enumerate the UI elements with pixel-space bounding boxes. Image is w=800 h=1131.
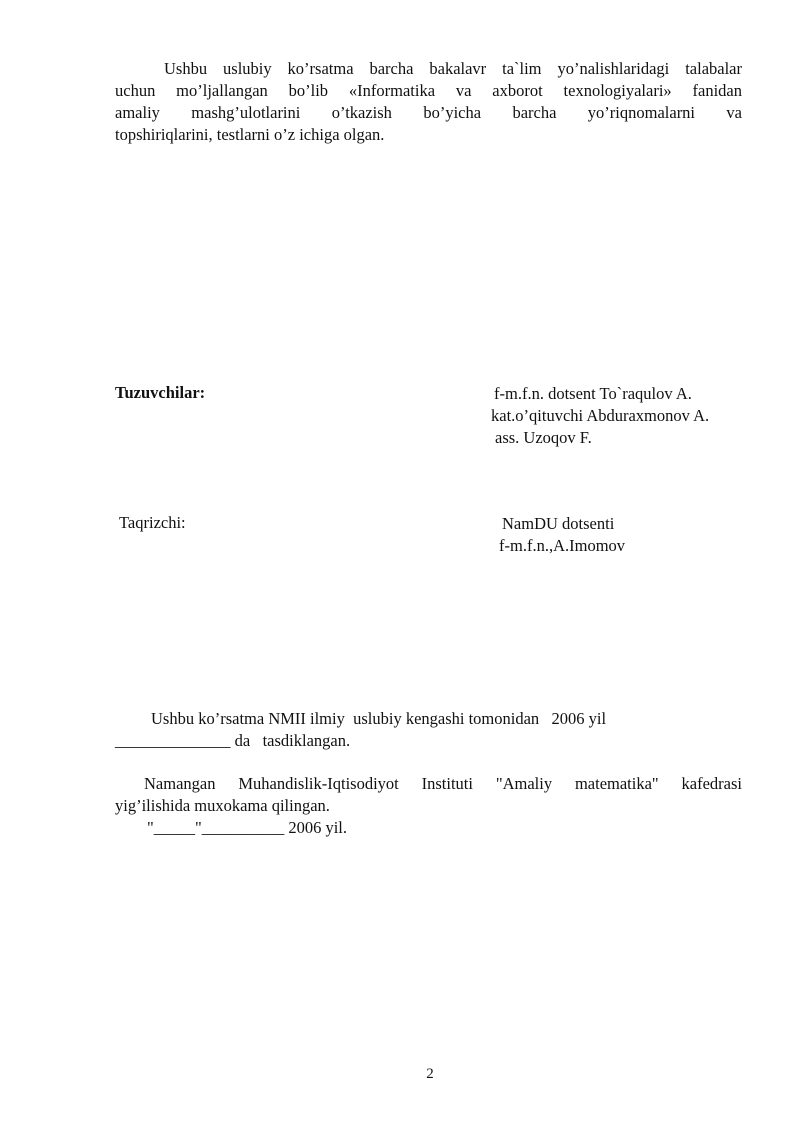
page-number: 2 — [426, 1066, 434, 1082]
department-line-1: Namangan Muhandislik-Iqtisodiyot Instituti "Amaliy matematika" kafedrasi — [144, 774, 742, 793]
compiler-name-3: ass. Uzoqov F. — [495, 428, 592, 447]
approval-line-1: Ushbu ko’rsatma NMII ilmiy uslubiy kengashi tomonidan 2006 yil — [151, 709, 607, 728]
department-line-2: yig’ilishida muxokama qilingan. — [115, 796, 330, 815]
reviewer-line-2: f-m.f.n.,A.Imomov — [499, 536, 626, 555]
intro-line-1: Ushbu uslubiy ko’rsatma barcha bakalavr ta`lim yo’nalishlaridagi talabalar — [164, 59, 742, 78]
intro-line-4: topshiriqlarini, testlarni o’z ichiga olgan. — [115, 125, 385, 144]
intro-paragraph — [115, 58, 742, 146]
department-paragraph — [115, 773, 742, 817]
reviewer-label: Taqrizchi: — [119, 513, 186, 532]
intro-line-2: uchun mo’ljallangan bo’lib «Informatika va axborot texnologiyalari» fanidan — [115, 81, 742, 100]
intro-line-3: amaliy mashg’ulotlarini o’tkazish bo’yicha barcha yo’riqnomalarni va — [115, 103, 742, 122]
compiler-name-1: f-m.f.n. dotsent To`raqulov A. — [494, 384, 692, 403]
compiler-name-2: kat.o’qituvchi Abduraxmonov A. — [491, 406, 710, 425]
approval-line-2: ______________ da tasdiklangan. — [115, 731, 351, 750]
reviewer-line-1: NamDU dotsenti — [502, 514, 615, 533]
compilers-label: Tuzuvchilar: — [115, 383, 206, 402]
department-date-line: "_____"__________ 2006 yil. — [147, 818, 348, 837]
